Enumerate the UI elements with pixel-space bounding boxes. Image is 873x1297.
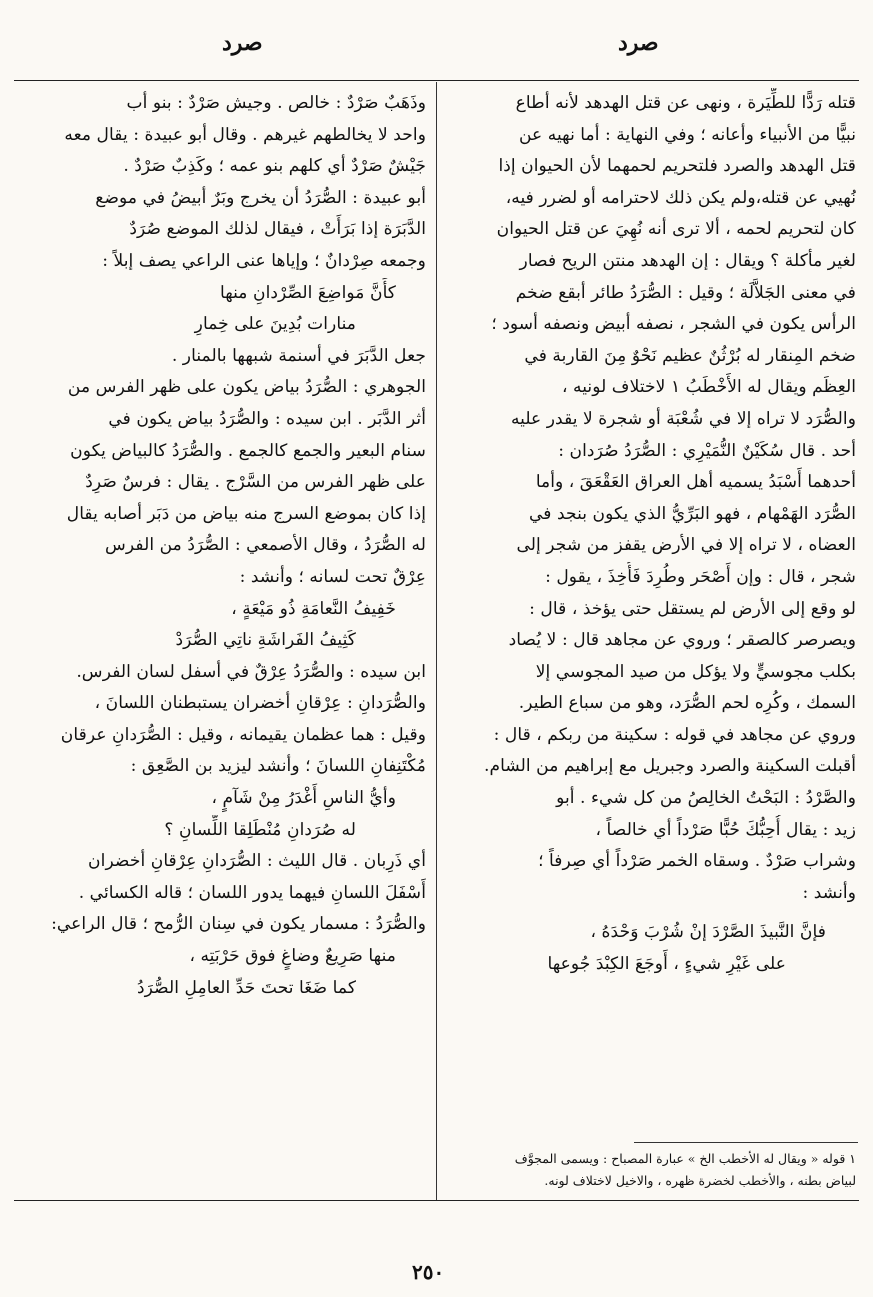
- verse-line: خَفِيفُ النَّعامَةِ ذُو مَيْعَةٍ ،: [231, 598, 396, 619]
- text-line: والصَّرْدُ : البَحْتُ الخالِصُ من كل شيء . أبو: [556, 788, 856, 809]
- text-line: والصُّرَد لا تراه إلا في شُعْبَة أو شجرة لا يقدر عليه: [510, 408, 856, 429]
- text-line: أحدهما أَسْبَدُ يسميه أهل العراق العَقْعَقَ ، وأما: [535, 472, 856, 493]
- verse-line: كَثِيفُ الفَراشَةِ ناتِي الصُّرَدْ: [175, 630, 356, 651]
- column-divider: [436, 82, 437, 1200]
- footer-rule: [14, 1200, 859, 1201]
- text-line: وأنشد :: [802, 882, 856, 903]
- text-line: أقبلت السكينة والصرد وجبريل مع إبراهيم من الشام.: [484, 756, 856, 777]
- footnote-line: ١ قوله « ويقال له الأخطب الخ » عبارة المصباح : ويسمى المجوَّف: [514, 1151, 856, 1166]
- text-line: الرأس يكون في الشجر ، نصفه أبيض ونصفه أسود ؛: [491, 314, 856, 335]
- text-line: كان لتحريم لحمه ، ألا ترى أنه نُهِيَ عن قتل الحيوان: [496, 219, 856, 240]
- text-line: العضاه ، لا تراه إلا في الأرض يقفز من شجر إلى: [516, 535, 856, 556]
- text-line: السمك ، وكُرِه لحم الصُّرَد، وهو من سباع الطير.: [518, 693, 856, 714]
- text-line: وروي عن مجاهد في قوله : سكينة من ربكم ، قال :: [493, 724, 856, 745]
- text-line: بكلب مجوسيٍّ ولا يؤكل من صيد المجوسي إلا: [535, 661, 856, 682]
- text-line: لغير مأكلة ؟ ويقال : إن الهدهد منتن الريح فصار: [519, 250, 856, 271]
- page-number: ٢٥٠: [412, 1260, 445, 1284]
- text-line: جعل الدَّبَرَ في أسنمة شبهها بالمنار .: [171, 345, 426, 366]
- text-line: جَيْشٌ صَرْدٌ أي كلهم بنو عمه ؛ وكَذِبٌ صَرْدٌ .: [123, 156, 426, 177]
- text-line: ابن سيده : والصُّرَدُ عِرْقٌ في أسفل لسان الفرس.: [76, 661, 426, 682]
- text-line: ضخم المِنقار له بُرْثُنٌ عظيم نَحْوٌ مِنَ القاربة في: [524, 345, 856, 366]
- text-line: في معنى الجَلاَّلَة ؛ وقيل : الصُّرَدُ طائر أبقع ضخم: [515, 282, 856, 303]
- text-line: على ظهر الفرس من السَّرْج . يقال : فرسٌ صَرِدٌ: [85, 472, 426, 493]
- footnote-line: لبياض بطنه ، والأخطب لخضرة ظهره ، والاخيل لاختلاف لونه.: [544, 1173, 856, 1188]
- verse-line: على غَيْرِ شيءٍ ، أَوجَعَ الكِبْدَ جُوعها: [547, 954, 786, 975]
- left-column: [14, 88, 426, 1196]
- text-line: الجوهري : الصُّرَدُ بياض يكون على ظهر الفرس من: [67, 377, 426, 398]
- text-line: أثر الدَّبَر . ابن سيده : والصُّرَدُ بياض يكون في: [108, 408, 426, 429]
- text-line: نُهيي عن قتله،ولم يكن ذلك لاحترامه أو لضرر فيه،: [505, 187, 856, 208]
- header-rule: [14, 80, 859, 81]
- text-line: قتل الهدهد والصرد فلتحريم لحمهما لأن الحيوان إذا: [498, 156, 856, 177]
- verse-line: فإنَّ النَّبيذَ الصَّرْدَ إنْ شُرْبَ وَحْدَهُ ،: [590, 922, 826, 943]
- verse-line: وأيُّ الناسِ أَغْدَرُ مِنْ شَآمٍ ،: [211, 788, 396, 809]
- running-header-left: صرد: [222, 30, 263, 56]
- text-line: الدَّبَرَة إذا بَرَأَتْ ، فيقال لذلك الموضع صُرَدٌ: [129, 219, 426, 240]
- text-line: وذَهَبٌ صَرْدٌ : خالص . وجيش صَرْدٌ : بنو أب: [126, 93, 426, 113]
- text-line: أحد . قال سُكَيْنٌ النُّمَيْرِي : الصُّرَدُ صُرَدان :: [558, 440, 856, 461]
- text-line: أي ذَرِبان . قال الليث : الصُّرَدانِ عِرْقانِ أخضران: [88, 851, 426, 872]
- text-line: أبو عبيدة : الصُّرَدُ أن يخرج وبَرٌ أبيضُ في موضع: [95, 187, 426, 208]
- text-line: سنام البعير والجمع كالجمع . والصُّرَدُ كالبياض يكون: [70, 440, 426, 461]
- text-line: شجر ، قال : وإن أَصْحَر وطُرِدَ فَأُخِذَ ، يقول :: [545, 566, 856, 587]
- text-line: عِرْقٌ تحت لسانه ؛ وأنشد :: [239, 566, 426, 587]
- text-line: إذا كان بموضع السرج منه بياض من دَبَر أصابه يقال: [66, 503, 426, 524]
- text-line: قتله رَدًّا للطِّيَرة ، ونهى عن قتل الهدهد لأنه أطاع: [515, 93, 856, 113]
- verse-line: كما ضَغَا تحتَ حَدِّ العامِلِ الصُّرَدُ: [136, 977, 356, 998]
- right-column: [444, 88, 856, 1140]
- text-line: مُكْتَنِفانِ اللسانَ ؛ وأنشد ليزيد بن الصَّعِق :: [130, 756, 426, 777]
- text-line: وجمعه صِرْدانٌ ؛ وإياها عنى الراعي يصف إبلاً :: [102, 250, 426, 271]
- text-line: زيد : يقال أُحِبُّكَ حُبًّا صَرْداً أي خالصاً ،: [595, 819, 856, 840]
- verse-line: منارات بُدِينَ على خِمارِ: [194, 314, 356, 335]
- footnote-rule: [634, 1142, 858, 1143]
- verse-line: كأَنَّ مَواضِعَ الصِّرْدانِ منها: [219, 282, 396, 303]
- footnote: [444, 1148, 856, 1192]
- text-line: وشراب صَرْدٌ . وسقاه الخمر صَرْداً أي صِرفاً ؛: [538, 851, 856, 872]
- text-line: ويصرصر كالصقر ؛ وروي عن مجاهد قال : لا يُصاد: [508, 630, 856, 651]
- text-line: العِظَم ويقال له الأَخْطَبُ ١ لاختلاف لونيه ،: [562, 377, 856, 398]
- text-line: وقيل : هما عظمان يقيمانه ، وقيل : الصُّرَدانِ عرقان: [60, 724, 426, 745]
- verse-line: منها صَرِيعٌ وضاغٍ فوق حَرْبَتِه ،: [189, 946, 396, 967]
- text-line: الصُّرَد الهَمْهام ، فهو البَرِّيُّ الذي يكون بنجد في: [528, 503, 856, 524]
- verse-line: له صُرَدانِ مُنْطَلِقا اللِّسانِ ؟: [164, 819, 356, 840]
- running-header-right: صرد: [618, 30, 659, 56]
- text-line: أَسْفَلَ اللسانِ فيهما يدور اللسان ؛ قاله الكسائي .: [78, 882, 426, 903]
- text-line: والصُّرَدانِ : عِرْقانِ أخضران يستبطنان اللسانَ ،: [94, 693, 426, 714]
- text-line: لو وقع إلى الأرض لم يستقل حتى يؤخذ ، قال :: [529, 598, 856, 619]
- text-line: له الصُّرَدُ ، وقال الأصمعي : الصُّرَدُ من الفرس: [104, 535, 426, 556]
- text-line: واحد لا يخالطهم غيرهم . وقال أبو عبيدة : يقال معه: [64, 124, 426, 145]
- text-line: والصُّرَدُ : مسمار يكون في سِنان الرُّمح ؛ قال الراعي:: [51, 914, 426, 935]
- text-line: نبيًّا من الأنبياء وأعانه ؛ وفي النهاية : أما نهيه عن: [518, 124, 856, 145]
